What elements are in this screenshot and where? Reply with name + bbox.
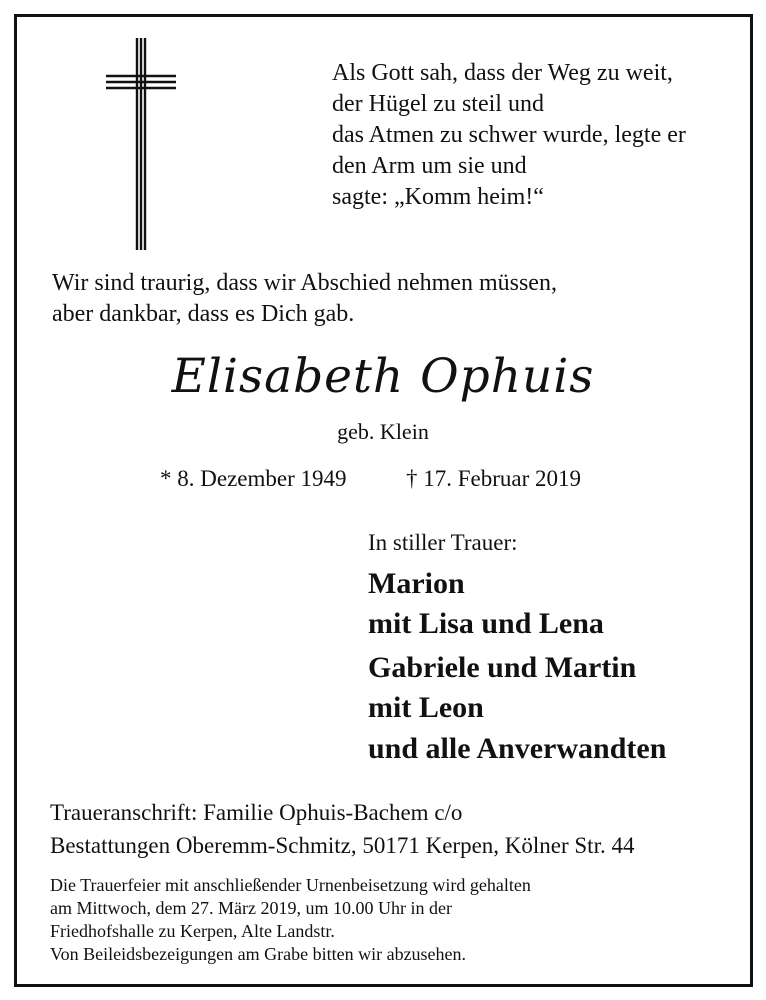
family-group [368, 648, 636, 728]
poem-line: Als Gott sah, dass der Weg zu weit, [332, 60, 673, 86]
family-line: Marion [368, 567, 465, 600]
deceased-name: Elisabeth Ophuis [171, 349, 595, 404]
family-line: Gabriele und Martin [368, 651, 637, 684]
intro-line: Wir sind traurig, dass wir Abschied nehmen müssen, [52, 270, 557, 296]
mourning-address [50, 796, 634, 862]
intro-line: aber dankbar, dass es Dich gab. [52, 301, 355, 327]
poem-line: den Arm um sie und [332, 153, 527, 179]
poem [332, 58, 686, 213]
address-line: Bestattungen Oberemm-Schmitz, 50171 Kerpen, Kölner Str. 44 [50, 833, 635, 858]
family-group [368, 729, 666, 769]
family-line: mit Leon [368, 691, 484, 724]
birth-date: * 8. Dezember 1949 [160, 466, 347, 491]
details-line: Friedhofshalle zu Kerpen, Alte Landstr. [50, 921, 335, 941]
family-line: mit Lisa und Lena [368, 607, 604, 640]
funeral-details [50, 874, 531, 966]
intro-text [52, 268, 557, 330]
address-line: Traueranschrift: Familie Ophuis-Bachem c/o [50, 800, 463, 825]
poem-line: das Atmen zu schwer wurde, legte er [332, 122, 686, 148]
poem-line: der Hügel zu steil und [332, 91, 544, 117]
mourning-label: In stiller Trauer: [368, 530, 518, 555]
family-line: und alle Anverwandten [368, 732, 667, 765]
maiden-name: geb. Klein [337, 419, 429, 444]
family-group [368, 564, 604, 644]
death-date: † 17. Februar 2019 [406, 466, 582, 491]
details-line: Von Beileidsbezeigungen am Grabe bitten wir abzusehen. [50, 944, 467, 964]
poem-line: sagte: „Komm heim!“ [332, 184, 544, 210]
cross-icon [104, 36, 178, 252]
details-line: Die Trauerfeier mit anschließender Urnenbeisetzung wird gehalten [50, 875, 531, 895]
details-line: am Mittwoch, dem 27. März 2019, um 10.00 Uhr in der [50, 898, 452, 918]
